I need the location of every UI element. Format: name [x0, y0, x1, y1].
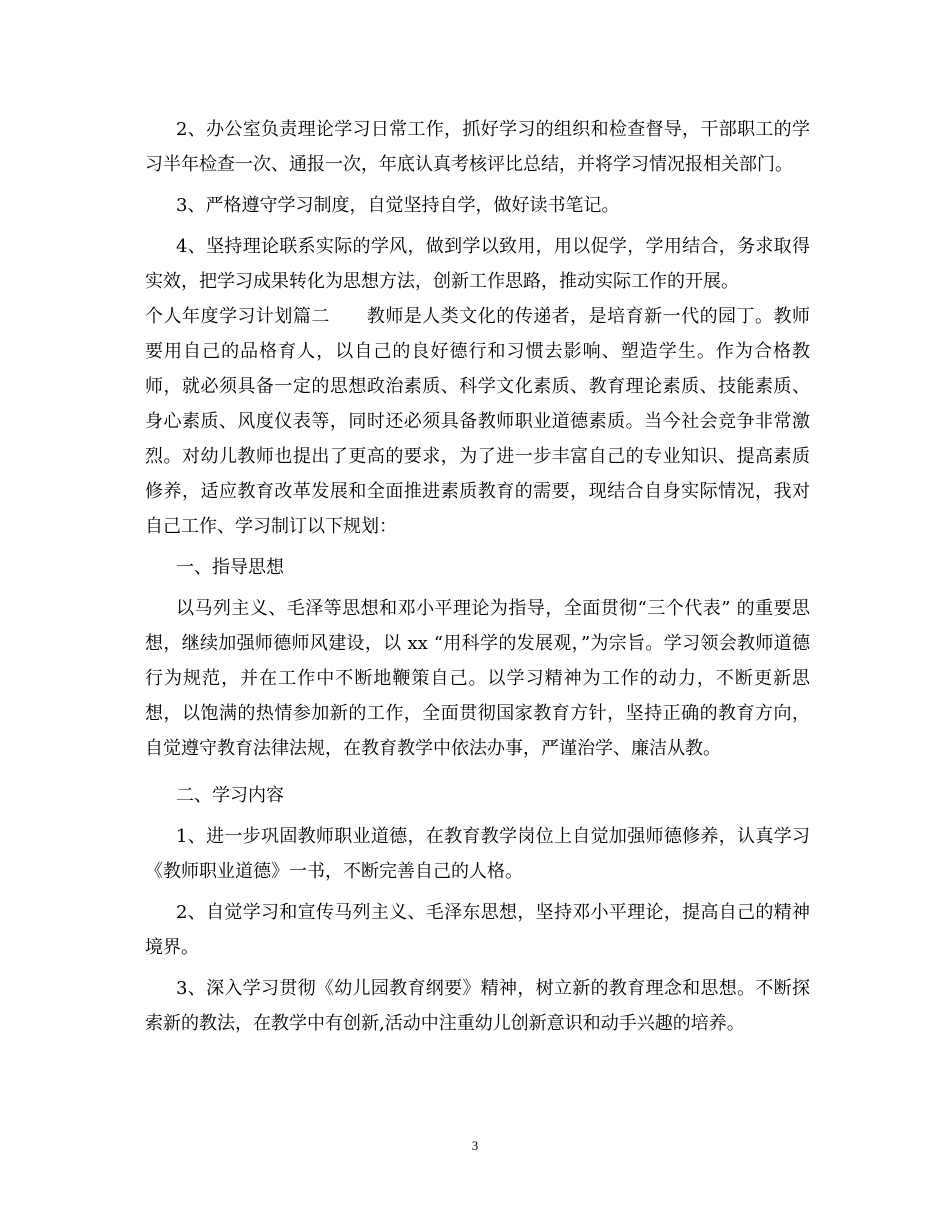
paragraph-political-study: 2、自觉学习和宣传马列主义、毛泽东思想，坚持邓小平理论，提高自己的精神境界。	[145, 902, 810, 958]
heading-study-content: 二、学习内容	[176, 785, 284, 806]
paragraph-kindergarten-guidelines: 3、深入学习贯彻《幼儿园教育纲要》精神，树立新的教育理念和思想。不断探索新的教法，在教学中有创新,活动中注重幼儿创新意识和动手兴趣的培养。	[145, 978, 810, 1034]
paragraph-office-study-duty: 2、办公室负责理论学习日常工作，抓好学习的组织和检查督导，干部职工的学习半年检查一次、通报一次，年底认真考核评比总结，并将学习情况报相关部门。	[145, 119, 810, 175]
paragraph-guiding-ideology: 以马列主义、毛泽等思想和邓小平理论为指导，全面贯彻“三个代表” 的重要思想，继续加强师德师风建设，以 xx “用科学的发展观，”为宗旨。学习领会教师道德行为规范，并在工作中不断地鞭策自己。以学习精神为工作的动力，不断更新思想，以饱满的热情参加新的工作，全面贯彻国家教育方针，坚持正确的教育方向，自觉遵守教育法律法规，在教育教学中依法办事，严谨治学、廉洁从教。	[145, 598, 810, 759]
page-number: 3	[471, 1138, 479, 1153]
paragraph-plan-part-two: 个人年度学习计划篇二 教师是人类文化的传递者，是培育新一代的园丁。教师要用自己的品格育人，以自己的良好德行和习惯去影响、塑造学生。作为合格教师，就必须具备一定的思想政治素质、科学文化素质、教育理论素质、技能素质、身心素质、风度仪表等，同时还必须具备教师职业道德素质。当今社会竞争非常激烈。对幼儿教师也提出了更高的要求，为了进一步丰富自己的专业知识、提高素质修养，适应教育改革发展和全面推进素质教育的需要，现结合自身实际情况，我对自己工作、学习制订以下规划：	[145, 306, 810, 537]
paragraph-study-rules: 3、严格遵守学习制度，自觉坚持自学，做好读书笔记。	[176, 195, 620, 216]
document-body	[145, 112, 810, 1041]
heading-guiding-ideology: 一、指导思想	[176, 557, 284, 578]
paragraph-professional-ethics: 1、进一步巩固教师职业道德，在教育教学岗位上自觉加强师德修养，认真学习《教师职业道德》一书，不断完善自己的人格。	[145, 826, 810, 882]
paragraph-theory-practice: 4、坚持理论联系实际的学风，做到学以致用，用以促学，学用结合，务求取得实效，把学习成果转化为思想方法，创新工作思路，推动实际工作的开展。	[145, 236, 810, 292]
